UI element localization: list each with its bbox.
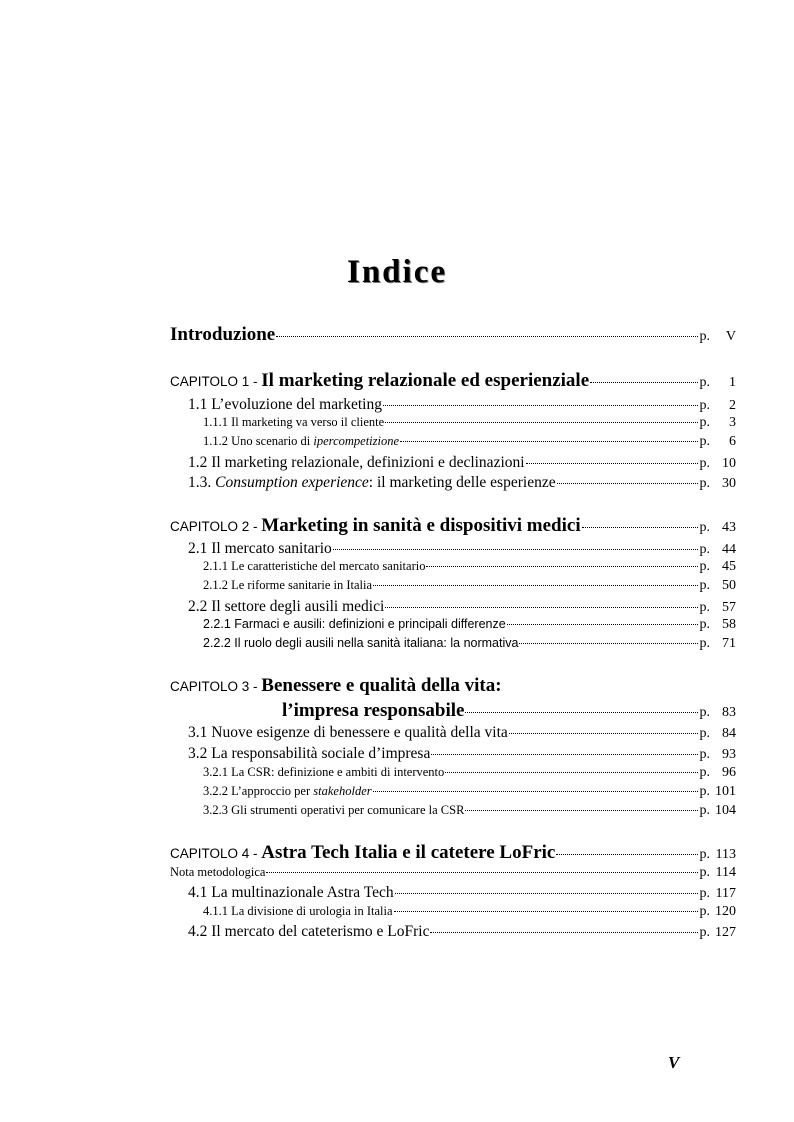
page-number: 57	[722, 600, 736, 615]
page-number: 84	[722, 726, 736, 741]
leader-dots	[276, 336, 697, 337]
page-prefix: p.	[699, 456, 710, 471]
footer-page-number: V	[668, 1053, 680, 1072]
page-prefix: p.	[699, 398, 710, 413]
toc-label: 1.3.	[188, 474, 216, 491]
chapter-title-line2: l’impresa responsabile	[282, 700, 465, 721]
leader-dots	[519, 643, 697, 644]
toc-label-italic: stakeholder	[313, 784, 372, 798]
toc-label: 1.1 L’evoluzione del marketing	[188, 396, 382, 413]
toc-entry[interactable]	[170, 923, 736, 941]
toc-chapter-3[interactable]	[170, 675, 502, 697]
page-number: 10	[722, 456, 736, 471]
leader-dots	[373, 585, 697, 586]
leader-dots	[426, 566, 697, 567]
page-number: 83	[722, 705, 736, 720]
toc-entry[interactable]	[170, 745, 736, 763]
toc-entry[interactable]	[170, 434, 736, 450]
toc-label: 2.2 Il settore degli ausili medici	[188, 598, 385, 615]
page-number: 44	[722, 542, 736, 557]
leader-dots	[430, 932, 697, 933]
toc-entry[interactable]	[170, 578, 736, 594]
toc-entry[interactable]	[170, 904, 736, 920]
page-prefix: p.	[699, 784, 710, 799]
leader-dots	[557, 483, 698, 484]
toc-entry[interactable]	[170, 474, 736, 492]
toc-entry[interactable]	[170, 784, 736, 800]
page-prefix: p.	[699, 476, 710, 491]
toc-label: 2.1.1 Le caratteristiche del mercato sanitario	[203, 559, 426, 573]
page-prefix: p.	[699, 705, 710, 720]
toc-entry[interactable]	[170, 540, 736, 558]
toc-label: 1.1.1 Il marketing va verso il cliente	[203, 415, 385, 429]
toc-label: 3.2.2 L’approccio per	[203, 784, 314, 798]
toc-label: 1.1.2 Uno scenario di	[203, 434, 314, 448]
page-prefix: p.	[699, 559, 710, 574]
toc-label: 3.2.1 La CSR: definizione e ambiti di intervento	[203, 765, 445, 779]
page-number: 113	[715, 847, 736, 862]
leader-dots	[526, 463, 698, 464]
toc-entry[interactable]	[170, 617, 736, 633]
page-prefix: p.	[699, 747, 710, 762]
page-number: 30	[722, 476, 736, 491]
page-prefix: p.	[699, 415, 710, 430]
page-number: 120	[715, 904, 736, 919]
leader-dots	[590, 382, 697, 383]
leader-dots	[431, 754, 697, 755]
toc-label: : il marketing delle esperienze	[368, 474, 556, 491]
page-prefix: p.	[699, 765, 710, 780]
page-number: 93	[722, 747, 736, 762]
toc-label-italic: ipercompetizione	[313, 434, 400, 448]
leader-dots	[400, 441, 697, 442]
toc-label: 2.2.1 Farmaci e ausili: definizioni e principali differenze	[203, 617, 506, 631]
page-prefix: p.	[699, 617, 710, 632]
leader-dots	[266, 872, 697, 873]
chapter-prefix: CAPITOLO 4 -	[170, 846, 262, 861]
toc-entry[interactable]	[170, 884, 736, 902]
page-number: 6	[729, 434, 736, 449]
toc-entry[interactable]	[170, 803, 736, 819]
leader-dots	[395, 893, 698, 894]
toc-entry[interactable]	[170, 415, 736, 431]
toc-label: 4.2 Il mercato del cateterismo e LoFric	[188, 923, 430, 940]
page-number: 117	[715, 886, 736, 901]
page-title: Indice	[346, 254, 447, 290]
toc-label: Nota metodologica	[170, 865, 266, 879]
toc-entry[interactable]	[170, 559, 736, 575]
page-prefix: p.	[699, 375, 710, 390]
page-prefix: p.	[699, 904, 710, 919]
page-number: 114	[715, 865, 736, 880]
toc-label: 3.2.3 Gli strumenti operativi per comunicare la CSR	[203, 803, 465, 817]
page-number: 1	[729, 375, 736, 390]
chapter-prefix: CAPITOLO 1 -	[170, 374, 262, 389]
leader-dots	[507, 624, 698, 625]
toc-chapter-4[interactable]	[170, 842, 736, 864]
page-number: 2	[729, 398, 736, 413]
page-number: 50	[722, 578, 736, 593]
toc-entry[interactable]	[170, 636, 736, 652]
page-prefix: p.	[699, 726, 710, 741]
leader-dots	[373, 791, 698, 792]
toc-label: 2.2.2 Il ruolo degli ausili nella sanità italiana: la normativa	[203, 636, 519, 650]
page-prefix: p.	[699, 636, 710, 651]
page-number: 96	[722, 765, 736, 780]
leader-dots	[465, 810, 697, 811]
page-prefix: p.	[699, 578, 710, 593]
chapter-prefix: CAPITOLO 2 -	[170, 519, 262, 534]
leader-dots	[385, 607, 697, 608]
page-number: 58	[722, 617, 736, 632]
page-number: 127	[715, 925, 736, 940]
toc-label: 3.2 La responsabilità sociale d’impresa	[188, 745, 431, 762]
leader-dots	[445, 772, 697, 773]
leader-dots	[509, 733, 698, 734]
page-number: 45	[722, 559, 736, 574]
toc-label: 2.1 Il mercato sanitario	[188, 540, 332, 557]
page-prefix: p.	[699, 329, 710, 344]
toc-label: 1.2 Il marketing relazionale, definizioni e declinazioni	[188, 454, 525, 471]
page-number: 3	[729, 415, 736, 430]
toc-intro[interactable]	[170, 324, 736, 346]
page-prefix: p.	[699, 847, 710, 862]
toc-entry[interactable]	[170, 454, 736, 472]
toc-label: 4.1 La multinazionale Astra Tech	[188, 884, 394, 901]
toc-label: 4.1.1 La divisione di urologia in Italia	[203, 904, 393, 918]
leader-dots	[333, 549, 698, 550]
toc-entry[interactable]	[170, 724, 736, 742]
leader-dots	[556, 854, 697, 855]
page-prefix: p.	[699, 886, 710, 901]
page-number: 101	[715, 784, 736, 799]
leader-dots	[383, 405, 698, 406]
page-prefix: p.	[699, 542, 710, 557]
page-number: V	[725, 329, 736, 344]
page-number: 104	[715, 803, 736, 818]
page-prefix: p.	[699, 600, 710, 615]
toc-entry[interactable]	[170, 598, 736, 616]
page-prefix: p.	[699, 434, 710, 449]
page-number: 71	[722, 636, 736, 651]
page-prefix: p.	[699, 520, 710, 535]
toc-entry[interactable]	[170, 865, 736, 881]
page-prefix: p.	[699, 803, 710, 818]
toc-label: 3.1 Nuove esigenze di benessere e qualità della vita	[188, 724, 508, 741]
leader-dots	[394, 911, 698, 912]
toc-label: Introduzione	[170, 324, 276, 345]
toc-chapter-2[interactable]	[170, 515, 736, 537]
chapter-title: Marketing in sanità e dispositivi medici	[261, 515, 581, 536]
toc-entry[interactable]	[170, 765, 736, 781]
chapter-prefix: CAPITOLO 3 -	[170, 679, 262, 694]
chapter-title: Il marketing relazionale ed esperienziale	[261, 370, 590, 391]
page-number: 43	[722, 520, 736, 535]
page-prefix: p.	[699, 925, 710, 940]
leader-dots	[582, 527, 698, 528]
toc-chapter-1[interactable]	[170, 370, 736, 392]
page-prefix: p.	[699, 865, 710, 880]
leader-dots	[385, 422, 697, 423]
toc-entry[interactable]	[170, 396, 736, 414]
chapter-title: Benessere e qualità della vita:	[261, 675, 502, 696]
leader-dots	[465, 712, 697, 713]
chapter-title: Astra Tech Italia e il catetere LoFric	[261, 842, 556, 863]
toc-label: 2.1.2 Le riforme sanitarie in Italia	[203, 578, 373, 592]
toc-label-italic: Consumption experience	[215, 474, 369, 491]
toc-chapter-3-cont[interactable]	[170, 700, 736, 722]
